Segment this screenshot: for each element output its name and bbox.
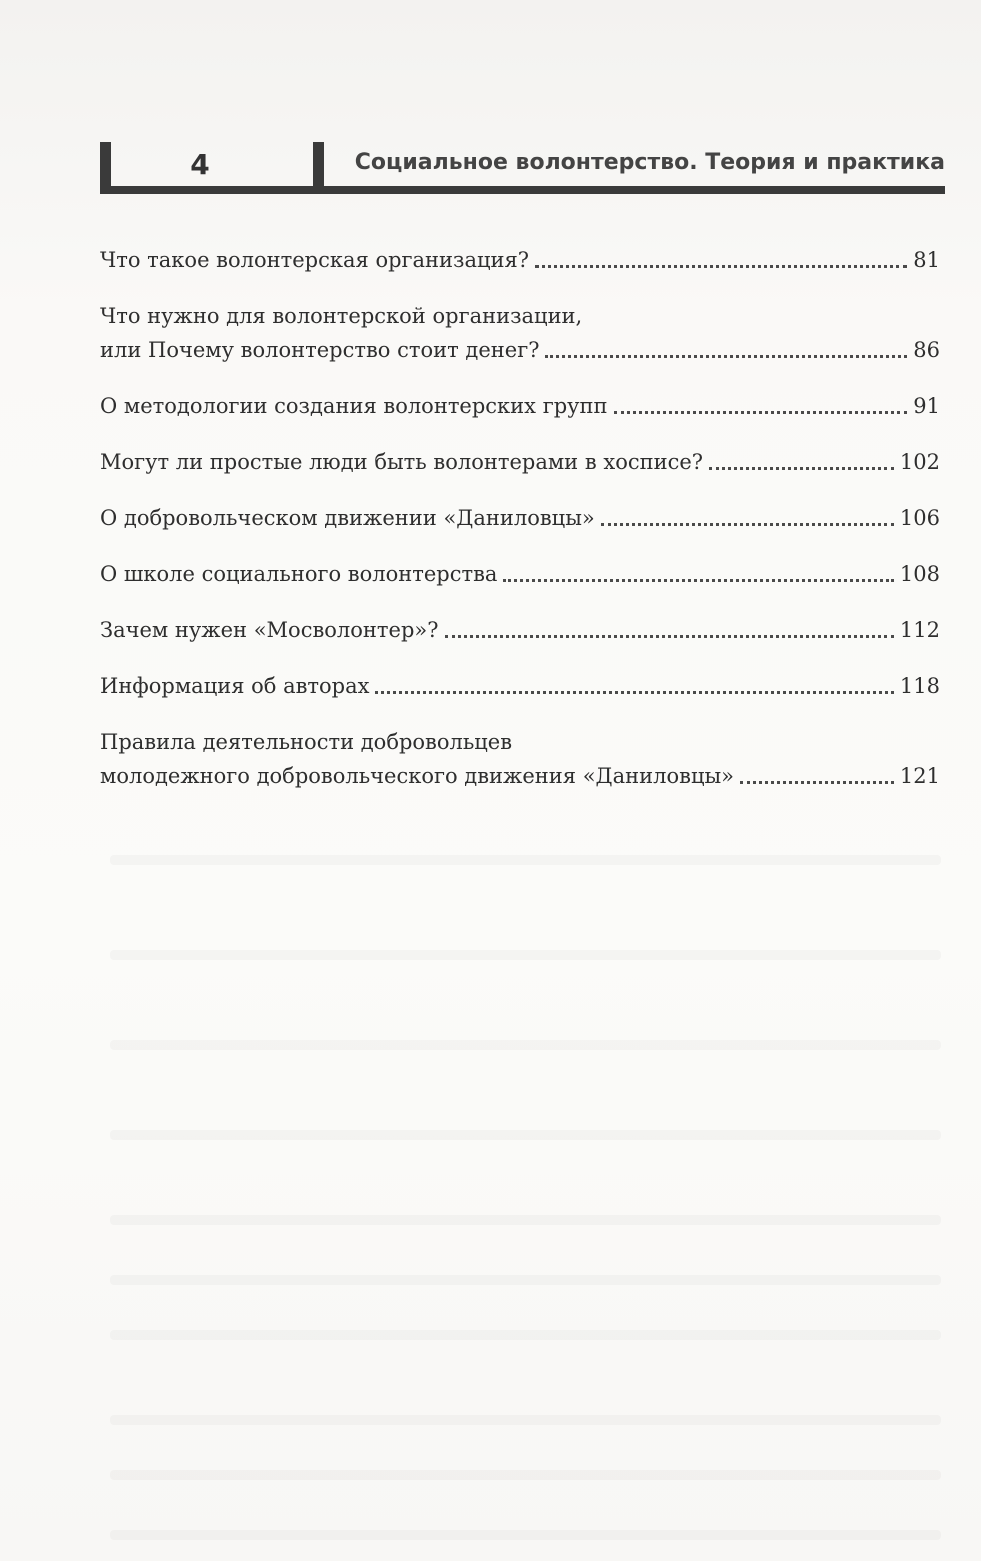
toc-entry-title: Зачем нужен «Мосволонтер»? (100, 618, 439, 642)
show-through (110, 950, 941, 960)
toc-entry (100, 391, 940, 421)
dot-leader (740, 781, 894, 784)
toc-entry-title: или Почему волонтерство стоит денег? (100, 338, 540, 362)
header-rule (100, 186, 945, 194)
toc-entry-title-line1: Что нужно для волонтерской организации, (100, 304, 583, 328)
toc-entry-title: молодежного добровольческого движения «Даниловцы» (100, 764, 735, 788)
toc-entry (100, 447, 940, 477)
toc-entry (100, 559, 940, 589)
toc-entry-page: 108 (899, 562, 940, 586)
toc-entry (100, 761, 940, 791)
show-through (110, 1415, 941, 1425)
toc-entry-page: 118 (899, 674, 940, 698)
dot-leader (445, 635, 894, 638)
table-of-contents (100, 245, 940, 791)
toc-entry-page: 91 (913, 394, 940, 418)
show-through (110, 1330, 941, 1340)
dot-leader (535, 265, 907, 268)
show-through (110, 1275, 941, 1285)
toc-entry-title-line1: Правила деятельности добровольцев (100, 730, 513, 754)
dot-leader (503, 579, 893, 582)
show-through (110, 1215, 941, 1225)
toc-entry-title: О методологии создания волонтерских групп (100, 394, 608, 418)
show-through (110, 1040, 941, 1050)
toc-entry-page: 106 (899, 506, 940, 530)
toc-entry-page: 81 (913, 248, 940, 272)
toc-entry-title: Что такое волонтерская организация? (100, 248, 530, 272)
dot-leader (375, 691, 893, 694)
dot-leader (709, 467, 894, 470)
toc-entry (100, 615, 940, 645)
toc-entry-title: Информация об авторах (100, 674, 370, 698)
toc-entry (100, 503, 940, 533)
toc-entry (100, 671, 940, 701)
dot-leader (545, 355, 907, 358)
dot-leader (601, 523, 894, 526)
dot-leader (614, 411, 908, 414)
running-title: Социальное волонтерство. Теория и практика (354, 150, 945, 175)
show-through (110, 1130, 941, 1140)
toc-entry-page: 86 (913, 338, 940, 362)
toc-entry (100, 245, 940, 275)
toc-entry-page: 102 (899, 450, 940, 474)
page-number: 4 (190, 148, 210, 181)
show-through (110, 855, 941, 865)
toc-entry-page: 112 (899, 618, 940, 642)
toc-entry (100, 335, 940, 365)
toc-entry-page: 121 (899, 764, 940, 788)
running-header (100, 142, 945, 194)
toc-entry-title: О добровольческом движении «Даниловцы» (100, 506, 595, 530)
show-through (110, 1470, 941, 1480)
toc-entry-title: О школе социального волонтерства (100, 562, 498, 586)
show-through (110, 1530, 941, 1540)
toc-entry-title: Могут ли простые люди быть волонтерами в хосписе? (100, 450, 704, 474)
